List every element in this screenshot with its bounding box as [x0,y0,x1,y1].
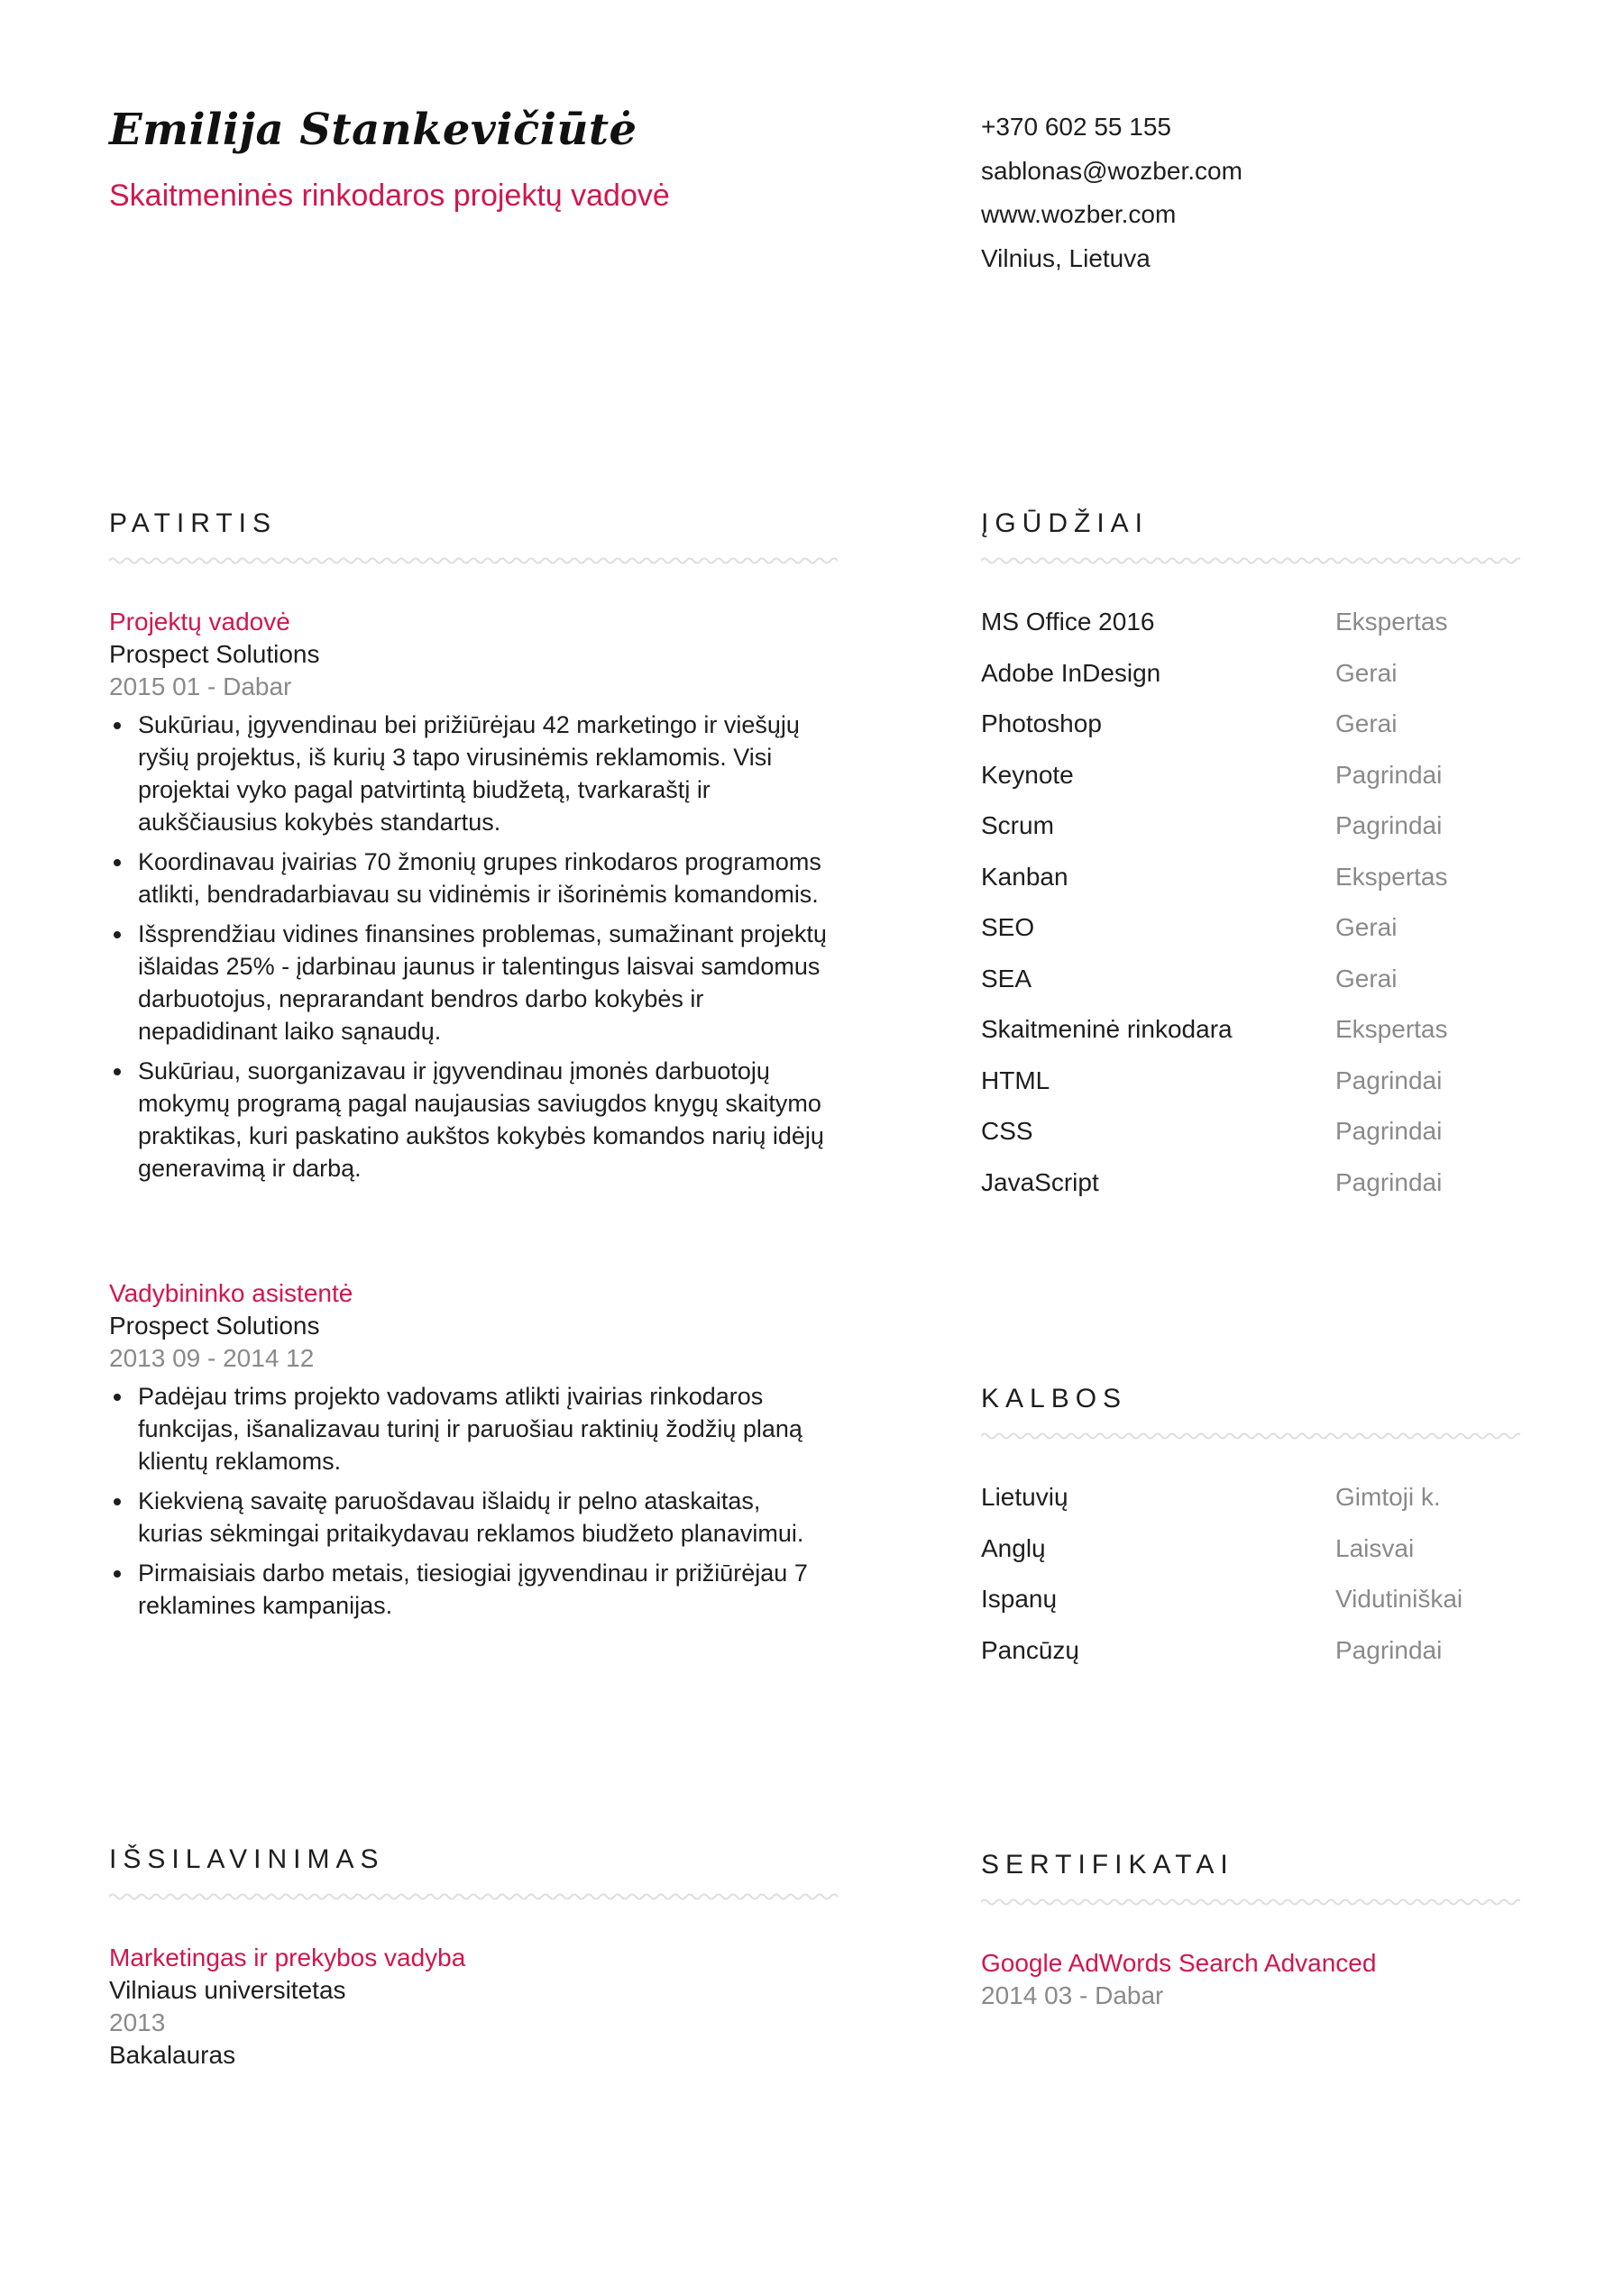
experience-section [109,508,838,566]
skill-name: MS Office 2016 [981,608,1155,636]
skill-name: CSS [981,1117,1033,1145]
skill-row [981,606,1558,657]
wavy-divider [981,1897,1520,1907]
contact-block [981,105,1242,280]
skill-name: HTML [981,1066,1050,1094]
language-level: Laisvai [1335,1533,1415,1562]
certificate-name: Google AdWords Search Advanced [981,1949,1377,1977]
section-heading-certificates: SERTIFIKATAI [981,1850,1234,1880]
experience-entry [109,1277,830,1629]
language-name: Anglų [981,1533,1046,1562]
wavy-divider [981,555,1520,566]
skill-row [981,759,1558,810]
skill-level: Ekspertas [1335,608,1448,636]
skill-name: JavaScript [981,1167,1099,1196]
skill-level: Gerai [1335,964,1398,992]
education-section [109,1844,838,1902]
language-row [981,1481,1558,1532]
language-row [981,1634,1558,1686]
job-company: Prospect Solutions [109,1312,320,1340]
skill-row [981,963,1558,1014]
education-entry [109,1942,465,2072]
contact-email: sablonas@wozber.com [981,156,1242,185]
bullet-item: Sukūriau, suorganizavau ir įgyvendinau įmonės darbuotojų mokymų programą pagal naujausias saviugdos knygų skaitymo praktikas, kuri paskatino aukštos kokybės komandos narių idėjų generavimą ir darbą. [109,1055,830,1185]
skill-row [981,1166,1558,1218]
language-row [981,1532,1558,1584]
job-bullets [109,1380,830,1622]
skill-row [981,861,1558,912]
skill-row [981,911,1558,963]
skill-level: Ekspertas [1335,1015,1448,1043]
job-title: Vadybininko asistentė [109,1279,353,1307]
languages-section [981,1384,1520,1441]
skill-row [981,657,1558,709]
job-title: Projektų vadovė [109,608,290,636]
language-name: Lietuvių [981,1483,1068,1511]
language-level: Vidutiniškai [1335,1585,1463,1613]
skill-level: Gerai [1335,913,1398,941]
candidate-title: Skaitmeninės rinkodaros projektų vadovė [109,178,670,213]
skills-list [981,606,1558,1217]
job-bullets [109,709,830,1185]
skill-row [981,1065,1558,1116]
bullet-item: Koordinavau įvairias 70 žmonių grupes rinkodaros programoms atlikti, bendradarbiavau su vidinėmis ir išorinėmis komandomis. [109,846,830,910]
skill-name: Photoshop [981,709,1102,737]
education-level: Bakalauras [109,2041,236,2069]
skill-name: Keynote [981,760,1074,789]
wavy-divider [981,1431,1520,1441]
bullet-item: Sukūriau, įgyvendinau bei prižiūrėjau 42 marketingo ir viešųjų ryšių projektus, iš kurių 3 tapo virusinėmis reklamomis. Visi projektai vyko pagal patvirtintą biudžetą, tvarkaraštį ir aukščiausius kokybės standartus. [109,709,830,838]
skill-level: Pagrindai [1335,811,1443,839]
bullet-item: Padėjau trims projekto vadovams atlikti įvairias rinkodaros funkcijas, išanalizavau turinį ir paruošiau raktinių žodžių planą klientų reklamoms. [109,1380,830,1477]
education-year: 2013 [109,2008,166,2036]
education-degree: Marketingas ir prekybos vadyba [109,1944,466,1971]
wavy-divider [109,1891,838,1902]
contact-location: Vilnius, Lietuva [981,243,1151,272]
language-level: Gimtoji k. [1335,1483,1441,1511]
section-heading-education: IŠSILAVINIMAS [109,1844,385,1874]
skills-section [981,508,1520,566]
certificate-entry [981,1947,1376,2012]
experience-entry [109,606,830,1192]
skill-name: Adobe InDesign [981,658,1161,687]
contact-website: www.wozber.com [981,200,1177,228]
skill-name: SEO [981,913,1035,941]
skill-level: Gerai [1335,658,1398,687]
contact-phone: +370 602 55 155 [981,113,1171,141]
section-heading-languages: KALBOS [981,1384,1128,1413]
certificates-section [981,1850,1520,1907]
skill-level: Pagrindai [1335,760,1443,789]
candidate-name: Emilija Stankevičiūtė [109,105,637,155]
skill-row [981,810,1558,861]
skill-name: Skaitmeninė rinkodara [981,1015,1233,1043]
skill-name: Kanban [981,862,1068,891]
skill-level: Pagrindai [1335,1117,1443,1145]
languages-list [981,1481,1558,1685]
skill-row [981,1013,1558,1065]
language-name: Ispanų [981,1585,1058,1613]
skill-level: Ekspertas [1335,862,1448,891]
language-level: Pagrindai [1335,1635,1443,1664]
job-dates: 2015 01 - Dabar [109,672,292,700]
bullet-item: Pirmaisiais darbo metais, tiesiogiai įgyvendinau ir prižiūrėjau 7 reklamines kampanijas. [109,1557,830,1622]
skill-name: SEA [981,964,1032,992]
skill-row [981,1115,1558,1166]
skill-level: Pagrindai [1335,1167,1443,1196]
education-school: Vilniaus universitetas [109,1976,346,2004]
skill-level: Pagrindai [1335,1066,1443,1094]
language-row [981,1583,1558,1634]
language-name: Pancūzų [981,1635,1079,1664]
wavy-divider [109,555,838,566]
bullet-item: Išsprendžiau vidines finansines problemas, sumažinant projektų išlaidas 25% - įdarbinau jaunus ir talentingus laisvai samdomus darbuotojus, neprarandant bendros darbo kokybės ir nepadidinant laiko sąnaudų. [109,918,830,1047]
section-heading-skills: ĮGŪDŽIAI [981,508,1150,538]
bullet-item: Kiekvieną savaitę paruošdavau išlaidų ir pelno ataskaitas, kurias sėkmingai pritaikydavau reklamos biudžeto planavimui. [109,1485,830,1550]
skill-level: Gerai [1335,709,1398,737]
skill-name: Scrum [981,811,1054,839]
certificate-dates: 2014 03 - Dabar [981,1981,1164,2009]
section-heading-experience: PATIRTIS [109,508,278,538]
skill-row [981,708,1558,759]
job-dates: 2013 09 - 2014 12 [109,1344,315,1372]
job-company: Prospect Solutions [109,640,320,668]
